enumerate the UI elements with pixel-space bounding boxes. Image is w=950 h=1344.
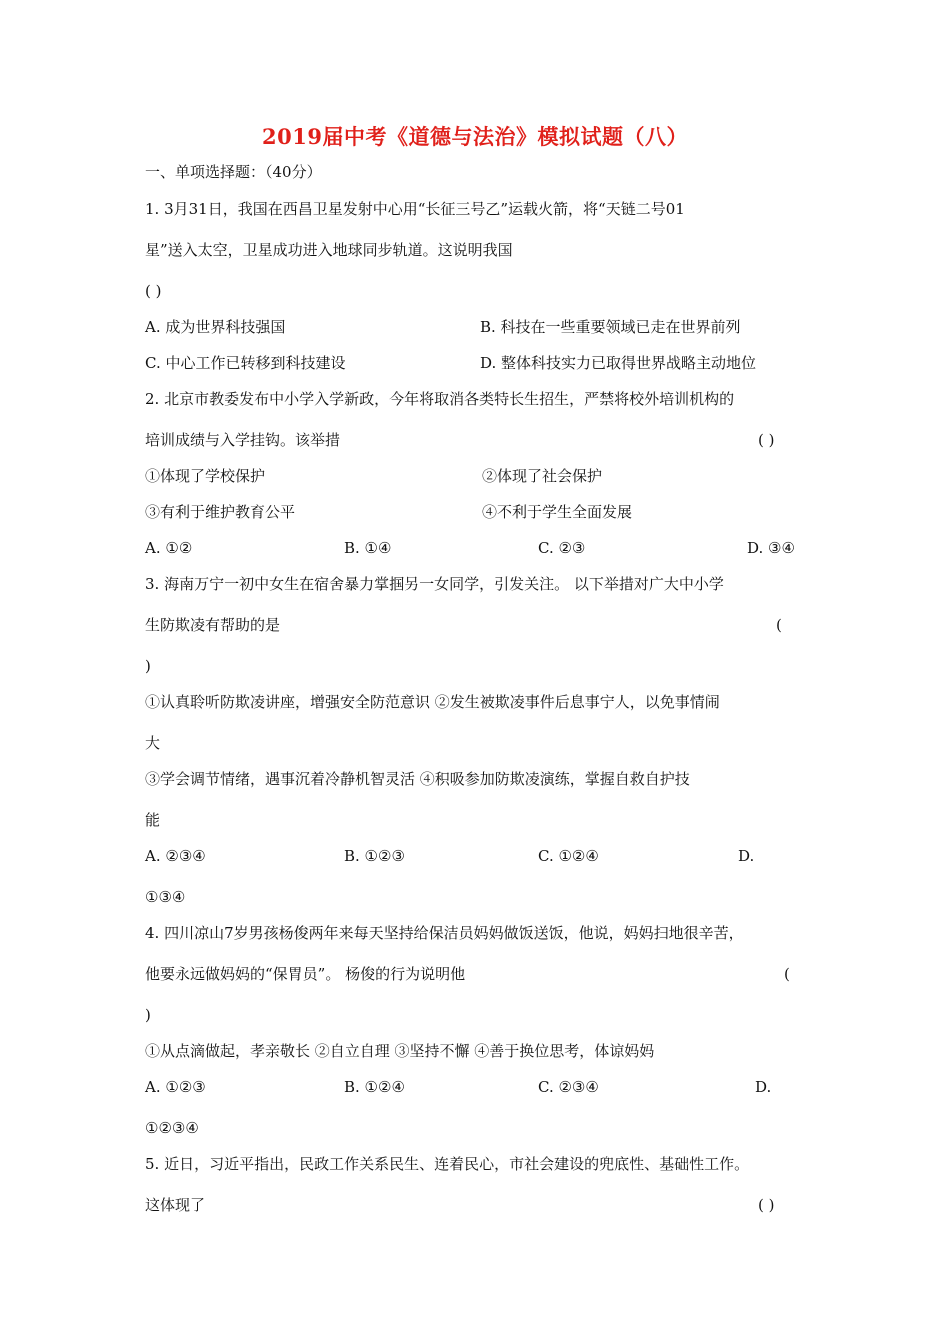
q3-option-a: A. ②③④	[145, 847, 206, 865]
q4-paren-open: (	[784, 965, 790, 983]
q5-answer-paren: ( )	[758, 1196, 775, 1214]
q1-stem-line1: 1. 3月31日，我国在西昌卫星发射中心用“长征三号乙”运载火箭，将“天链二号01	[145, 200, 685, 218]
q2-stem-line2: 培训成绩与入学挂钩。该举措	[145, 431, 341, 449]
q2-statement-2: ②体现了社会保护	[482, 467, 603, 485]
q3-stem-line1: 3. 海南万宁一初中女生在宿舍暴力掌掴另一女同学，引发关注。 以下举措对广大中小学	[145, 575, 724, 593]
q2-statement-4: ④不利于学生全面发展	[482, 503, 633, 521]
q3-option-c: C. ①②④	[538, 847, 599, 865]
q3-statements-1-2-wrap: 大	[145, 734, 161, 752]
q1-option-a: A. 成为世界科技强国	[145, 318, 286, 336]
q4-option-d-value: ①②③④	[145, 1119, 199, 1137]
q4-option-b: B. ①②④	[344, 1078, 405, 1096]
q3-statements-1-2: ①认真聆听防欺凌讲座，增强安全防范意识 ②发生被欺凌事件后息事宁人，以免事情闹	[145, 693, 720, 711]
q4-option-a: A. ①②③	[145, 1078, 206, 1096]
q3-option-d: D.	[738, 847, 755, 865]
q2-option-c: C. ②③	[538, 539, 586, 557]
q2-statement-3: ③有利于维护教育公平	[145, 503, 296, 521]
q3-statements-3-4-wrap: 能	[145, 811, 161, 829]
q1-option-d: D. 整体科技实力已取得世界战略主动地位	[480, 354, 757, 372]
q2-option-a: A. ①②	[145, 539, 193, 557]
q2-answer-paren: ( )	[758, 431, 775, 449]
q1-option-c: C. 中心工作已转移到科技建设	[145, 354, 346, 372]
q4-option-d: D.	[755, 1078, 772, 1096]
q4-statements: ①从点滴做起，孝亲敬长 ②自立自理 ③坚持不懈 ④善于换位思考，体谅妈妈	[145, 1042, 655, 1060]
q2-statement-1: ①体现了学校保护	[145, 467, 266, 485]
q3-paren-close: )	[145, 657, 151, 675]
q1-stem-line2: 星”送入太空，卫星成功进入地球同步轨道。这说明我国	[145, 241, 513, 259]
q2-option-d: D. ③④	[747, 539, 795, 557]
q3-option-b: B. ①②③	[344, 847, 405, 865]
q4-paren-close: )	[145, 1006, 151, 1024]
q4-option-c: C. ②③④	[538, 1078, 599, 1096]
q4-stem-line2: 他要永远做妈妈的“保胃员”。 杨俊的行为说明他	[145, 965, 466, 983]
q1-option-b: B. 科技在一些重要领域已走在世界前列	[480, 318, 741, 336]
q2-stem-line1: 2. 北京市教委发布中小学入学新政，今年将取消各类特长生招生，严禁将校外培训机构的	[145, 390, 735, 408]
q3-statements-3-4: ③学会调节情绪，遇事沉着冷静机智灵活 ④积吸参加防欺凌演练，掌握自救自护技	[145, 770, 690, 788]
section-heading: 一、单项选择题：（40分）	[145, 163, 322, 181]
q3-paren-open: (	[776, 616, 782, 634]
q5-stem-line2: 这体现了	[145, 1196, 206, 1214]
q3-stem-line2: 生防欺凌有帮助的是	[145, 616, 281, 634]
q1-answer-paren: ( )	[145, 282, 162, 300]
q3-option-d-value: ①③④	[145, 888, 186, 906]
q4-stem-line1: 4. 四川凉山7岁男孩杨俊两年来每天坚持给保洁员妈妈做饭送饭，他说，妈妈扫地很辛苦，	[145, 924, 744, 942]
page-title: 2019届中考《道德与法治》模拟试题（八）	[262, 124, 688, 149]
q2-option-b: B. ①④	[344, 539, 392, 557]
q5-stem-line1: 5. 近日，习近平指出，民政工作关系民生、连着民心，市社会建设的兜底性、基础性工作。	[145, 1155, 750, 1173]
